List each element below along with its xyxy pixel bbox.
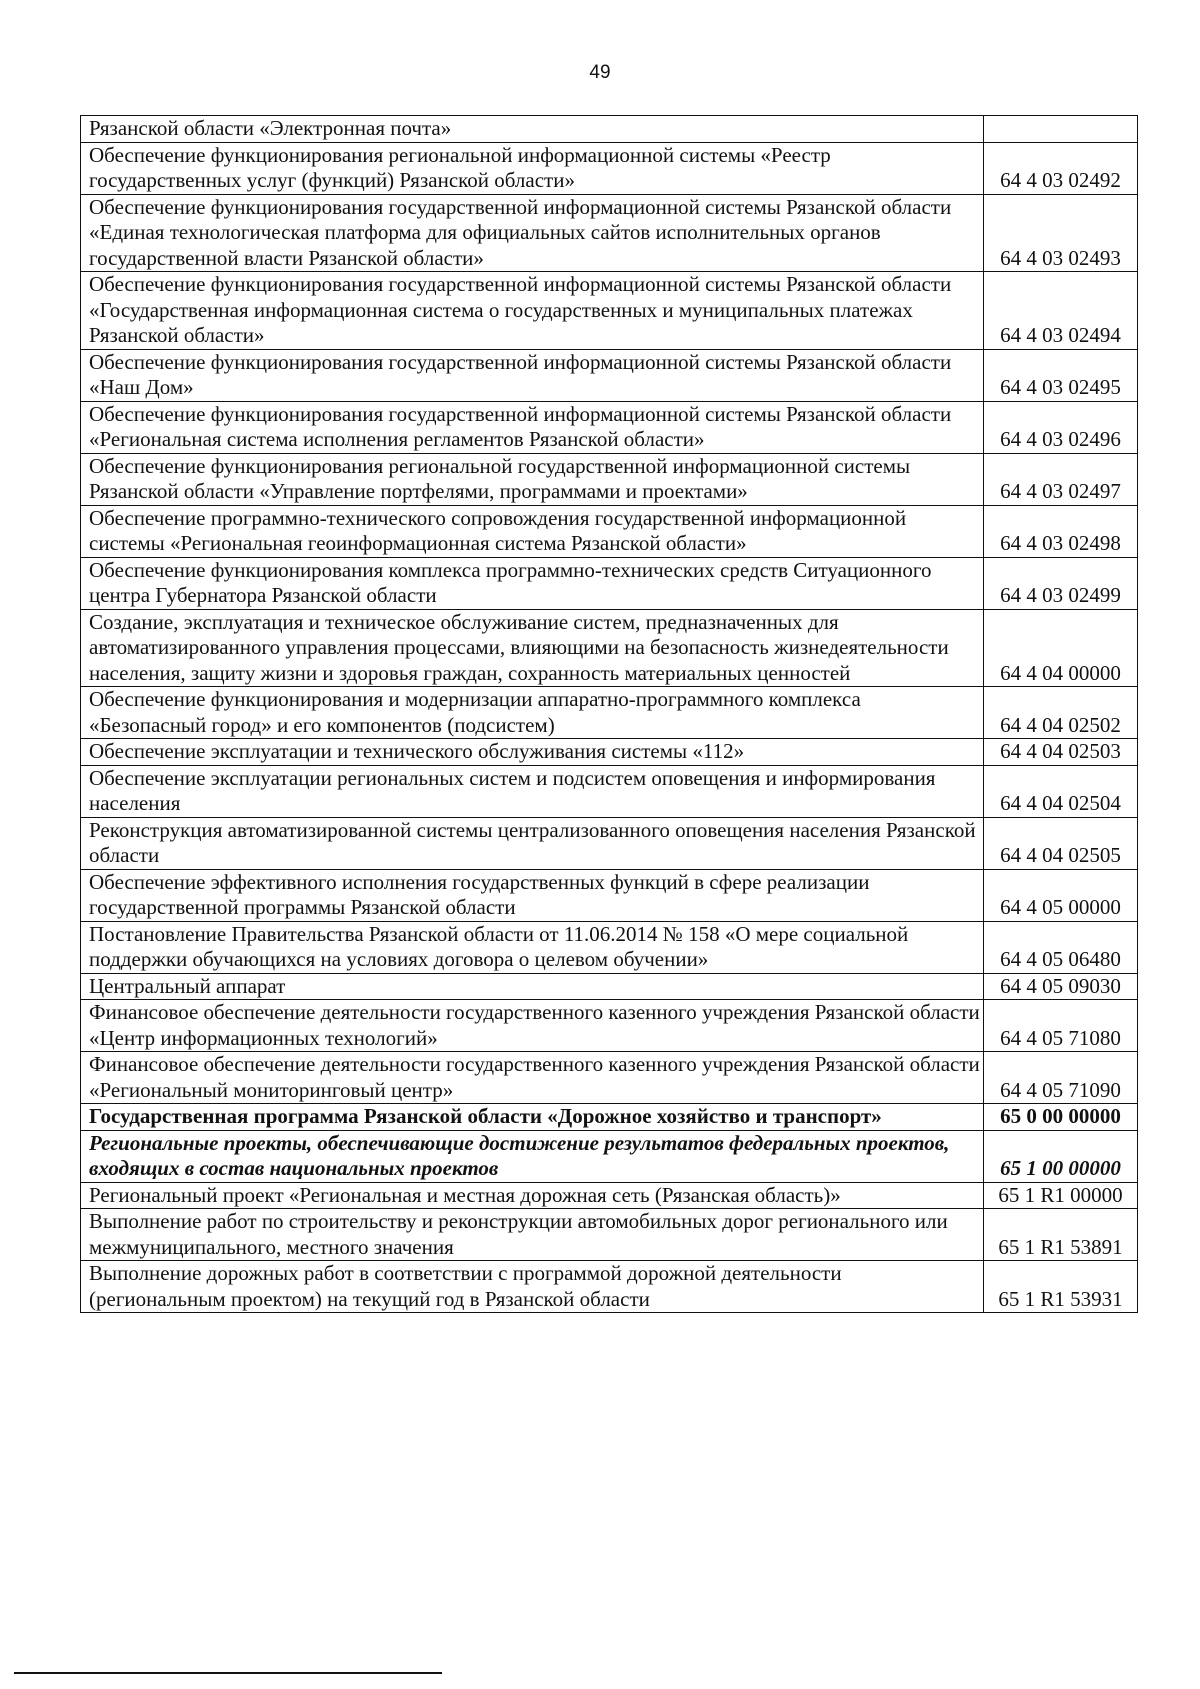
table-row bbox=[81, 1000, 1138, 1052]
row-code: 65 1 00 00000 bbox=[984, 1130, 1138, 1182]
row-code: 64 4 04 00000 bbox=[984, 609, 1138, 687]
row-code: 65 0 00 00000 bbox=[984, 1104, 1138, 1131]
row-code: 64 4 05 71090 bbox=[984, 1052, 1138, 1104]
row-description: Обеспечение функционирования региональной информационной системы «Реестр государственных услуг (функций) Рязанской области» bbox=[81, 142, 984, 194]
table-row bbox=[81, 921, 1138, 973]
table-row bbox=[81, 194, 1138, 272]
row-code: 64 4 03 02499 bbox=[984, 557, 1138, 609]
budget-classification-table bbox=[80, 115, 1138, 1313]
row-description: Реконструкция автоматизированной системы централизованного оповещения населения Рязанской области bbox=[81, 817, 984, 869]
row-description: Центральный аппарат bbox=[81, 973, 984, 1000]
row-code: 64 4 05 06480 bbox=[984, 921, 1138, 973]
page-number: 49 bbox=[589, 62, 611, 83]
row-code: 64 4 03 02495 bbox=[984, 349, 1138, 401]
row-description: Обеспечение эффективного исполнения государственных функций в сфере реализации государственной программы Рязанской области bbox=[81, 869, 984, 921]
row-description: Обеспечение эксплуатации и технического обслуживания системы «112» bbox=[81, 739, 984, 766]
row-code: 64 4 03 02498 bbox=[984, 505, 1138, 557]
row-description: Обеспечение функционирования государственной информационной системы Рязанской области «Единая технологическая платформа для официальных сайтов исполнительных органов государственной власти Рязанской области» bbox=[81, 194, 984, 272]
row-code: 64 4 04 02503 bbox=[984, 739, 1138, 766]
row-code: 64 4 05 09030 bbox=[984, 973, 1138, 1000]
row-code: 64 4 03 02494 bbox=[984, 272, 1138, 350]
row-code: 64 4 05 00000 bbox=[984, 869, 1138, 921]
row-description: Выполнение дорожных работ в соответствии с программой дорожной деятельности (региональным проектом) на текущий год в Рязанской области bbox=[81, 1261, 984, 1313]
table-row bbox=[81, 505, 1138, 557]
row-description: Обеспечение эксплуатации региональных систем и подсистем оповещения и информирования населения bbox=[81, 765, 984, 817]
table-row bbox=[81, 869, 1138, 921]
row-code: 64 4 03 02492 bbox=[984, 142, 1138, 194]
table-row bbox=[81, 272, 1138, 350]
table-row bbox=[81, 687, 1138, 739]
row-code: 65 1 R1 00000 bbox=[984, 1182, 1138, 1209]
program-heading-row bbox=[81, 1104, 1138, 1131]
row-code: 65 1 R1 53931 bbox=[984, 1261, 1138, 1313]
row-description: Обеспечение функционирования региональной государственной информационной системы Рязанской области «Управление портфелями, программами и проектами» bbox=[81, 453, 984, 505]
row-description: Создание, эксплуатация и техническое обслуживание систем, предназначенных для автоматизированного управления процессами, влияющими на безопасность жизнедеятельности населения, защиту жизни и здоровья граждан, сохранность материальных ценностей bbox=[81, 609, 984, 687]
row-description: Обеспечение функционирования государственной информационной системы Рязанской области «Региональная система исполнения регламентов Рязанской области» bbox=[81, 401, 984, 453]
row-description: Обеспечение программно-технического сопровождения государственной информационной системы «Региональная геоинформационная система Рязанской области» bbox=[81, 505, 984, 557]
table-row bbox=[81, 142, 1138, 194]
row-description: Региональный проект «Региональная и местная дорожная сеть (Рязанская область)» bbox=[81, 1182, 984, 1209]
row-code: 64 4 04 02502 bbox=[984, 687, 1138, 739]
row-description: Региональные проекты, обеспечивающие достижение результатов федеральных проектов, входящих в состав национальных проектов bbox=[81, 1130, 984, 1182]
table-row bbox=[81, 1052, 1138, 1104]
row-code: 64 4 03 02497 bbox=[984, 453, 1138, 505]
row-code: 64 4 03 02496 bbox=[984, 401, 1138, 453]
table-row bbox=[81, 557, 1138, 609]
row-description: Постановление Правительства Рязанской области от 11.06.2014 № 158 «О мере социальной поддержки обучающихся на условиях договора о целевом обучении» bbox=[81, 921, 984, 973]
table-row bbox=[81, 1261, 1138, 1313]
table-row bbox=[81, 1182, 1138, 1209]
row-code: 65 1 R1 53891 bbox=[984, 1209, 1138, 1261]
row-description: Рязанской области «Электронная почта» bbox=[81, 116, 984, 143]
table-row bbox=[81, 1209, 1138, 1261]
row-description: Обеспечение функционирования и модернизации аппаратно-программного комплекса «Безопасный город» и его компонентов (подсистем) bbox=[81, 687, 984, 739]
row-description: Обеспечение функционирования государственной информационной системы Рязанской области «Государственная информационная система о государственных и муниципальных платежах Рязанской области» bbox=[81, 272, 984, 350]
row-code bbox=[984, 116, 1138, 143]
row-description: Выполнение работ по строительству и реконструкции автомобильных дорог регионального или межмуниципального, местного значения bbox=[81, 1209, 984, 1261]
table-row bbox=[81, 973, 1138, 1000]
table-row bbox=[81, 401, 1138, 453]
row-description: Финансовое обеспечение деятельности государственного казенного учреждения Рязанской области «Центр информационных технологий» bbox=[81, 1000, 984, 1052]
table-row bbox=[81, 765, 1138, 817]
table-row bbox=[81, 817, 1138, 869]
table-row bbox=[81, 116, 1138, 143]
table-row bbox=[81, 453, 1138, 505]
row-description: Обеспечение функционирования государственной информационной системы Рязанской области «Наш Дом» bbox=[81, 349, 984, 401]
row-description: Финансовое обеспечение деятельности государственного казенного учреждения Рязанской области «Региональный мониторинговый центр» bbox=[81, 1052, 984, 1104]
row-code: 64 4 03 02493 bbox=[984, 194, 1138, 272]
footnote-rule bbox=[14, 1672, 442, 1674]
row-code: 64 4 05 71080 bbox=[984, 1000, 1138, 1052]
row-code: 64 4 04 02505 bbox=[984, 817, 1138, 869]
section-heading-row bbox=[81, 1130, 1138, 1182]
table-row bbox=[81, 349, 1138, 401]
row-description: Обеспечение функционирования комплекса программно-технических средств Ситуационного центра Губернатора Рязанской области bbox=[81, 557, 984, 609]
table-row bbox=[81, 739, 1138, 766]
row-code: 64 4 04 02504 bbox=[984, 765, 1138, 817]
row-description: Государственная программа Рязанской области «Дорожное хозяйство и транспорт» bbox=[81, 1104, 984, 1131]
table-body bbox=[81, 116, 1138, 1313]
table-row bbox=[81, 609, 1138, 687]
